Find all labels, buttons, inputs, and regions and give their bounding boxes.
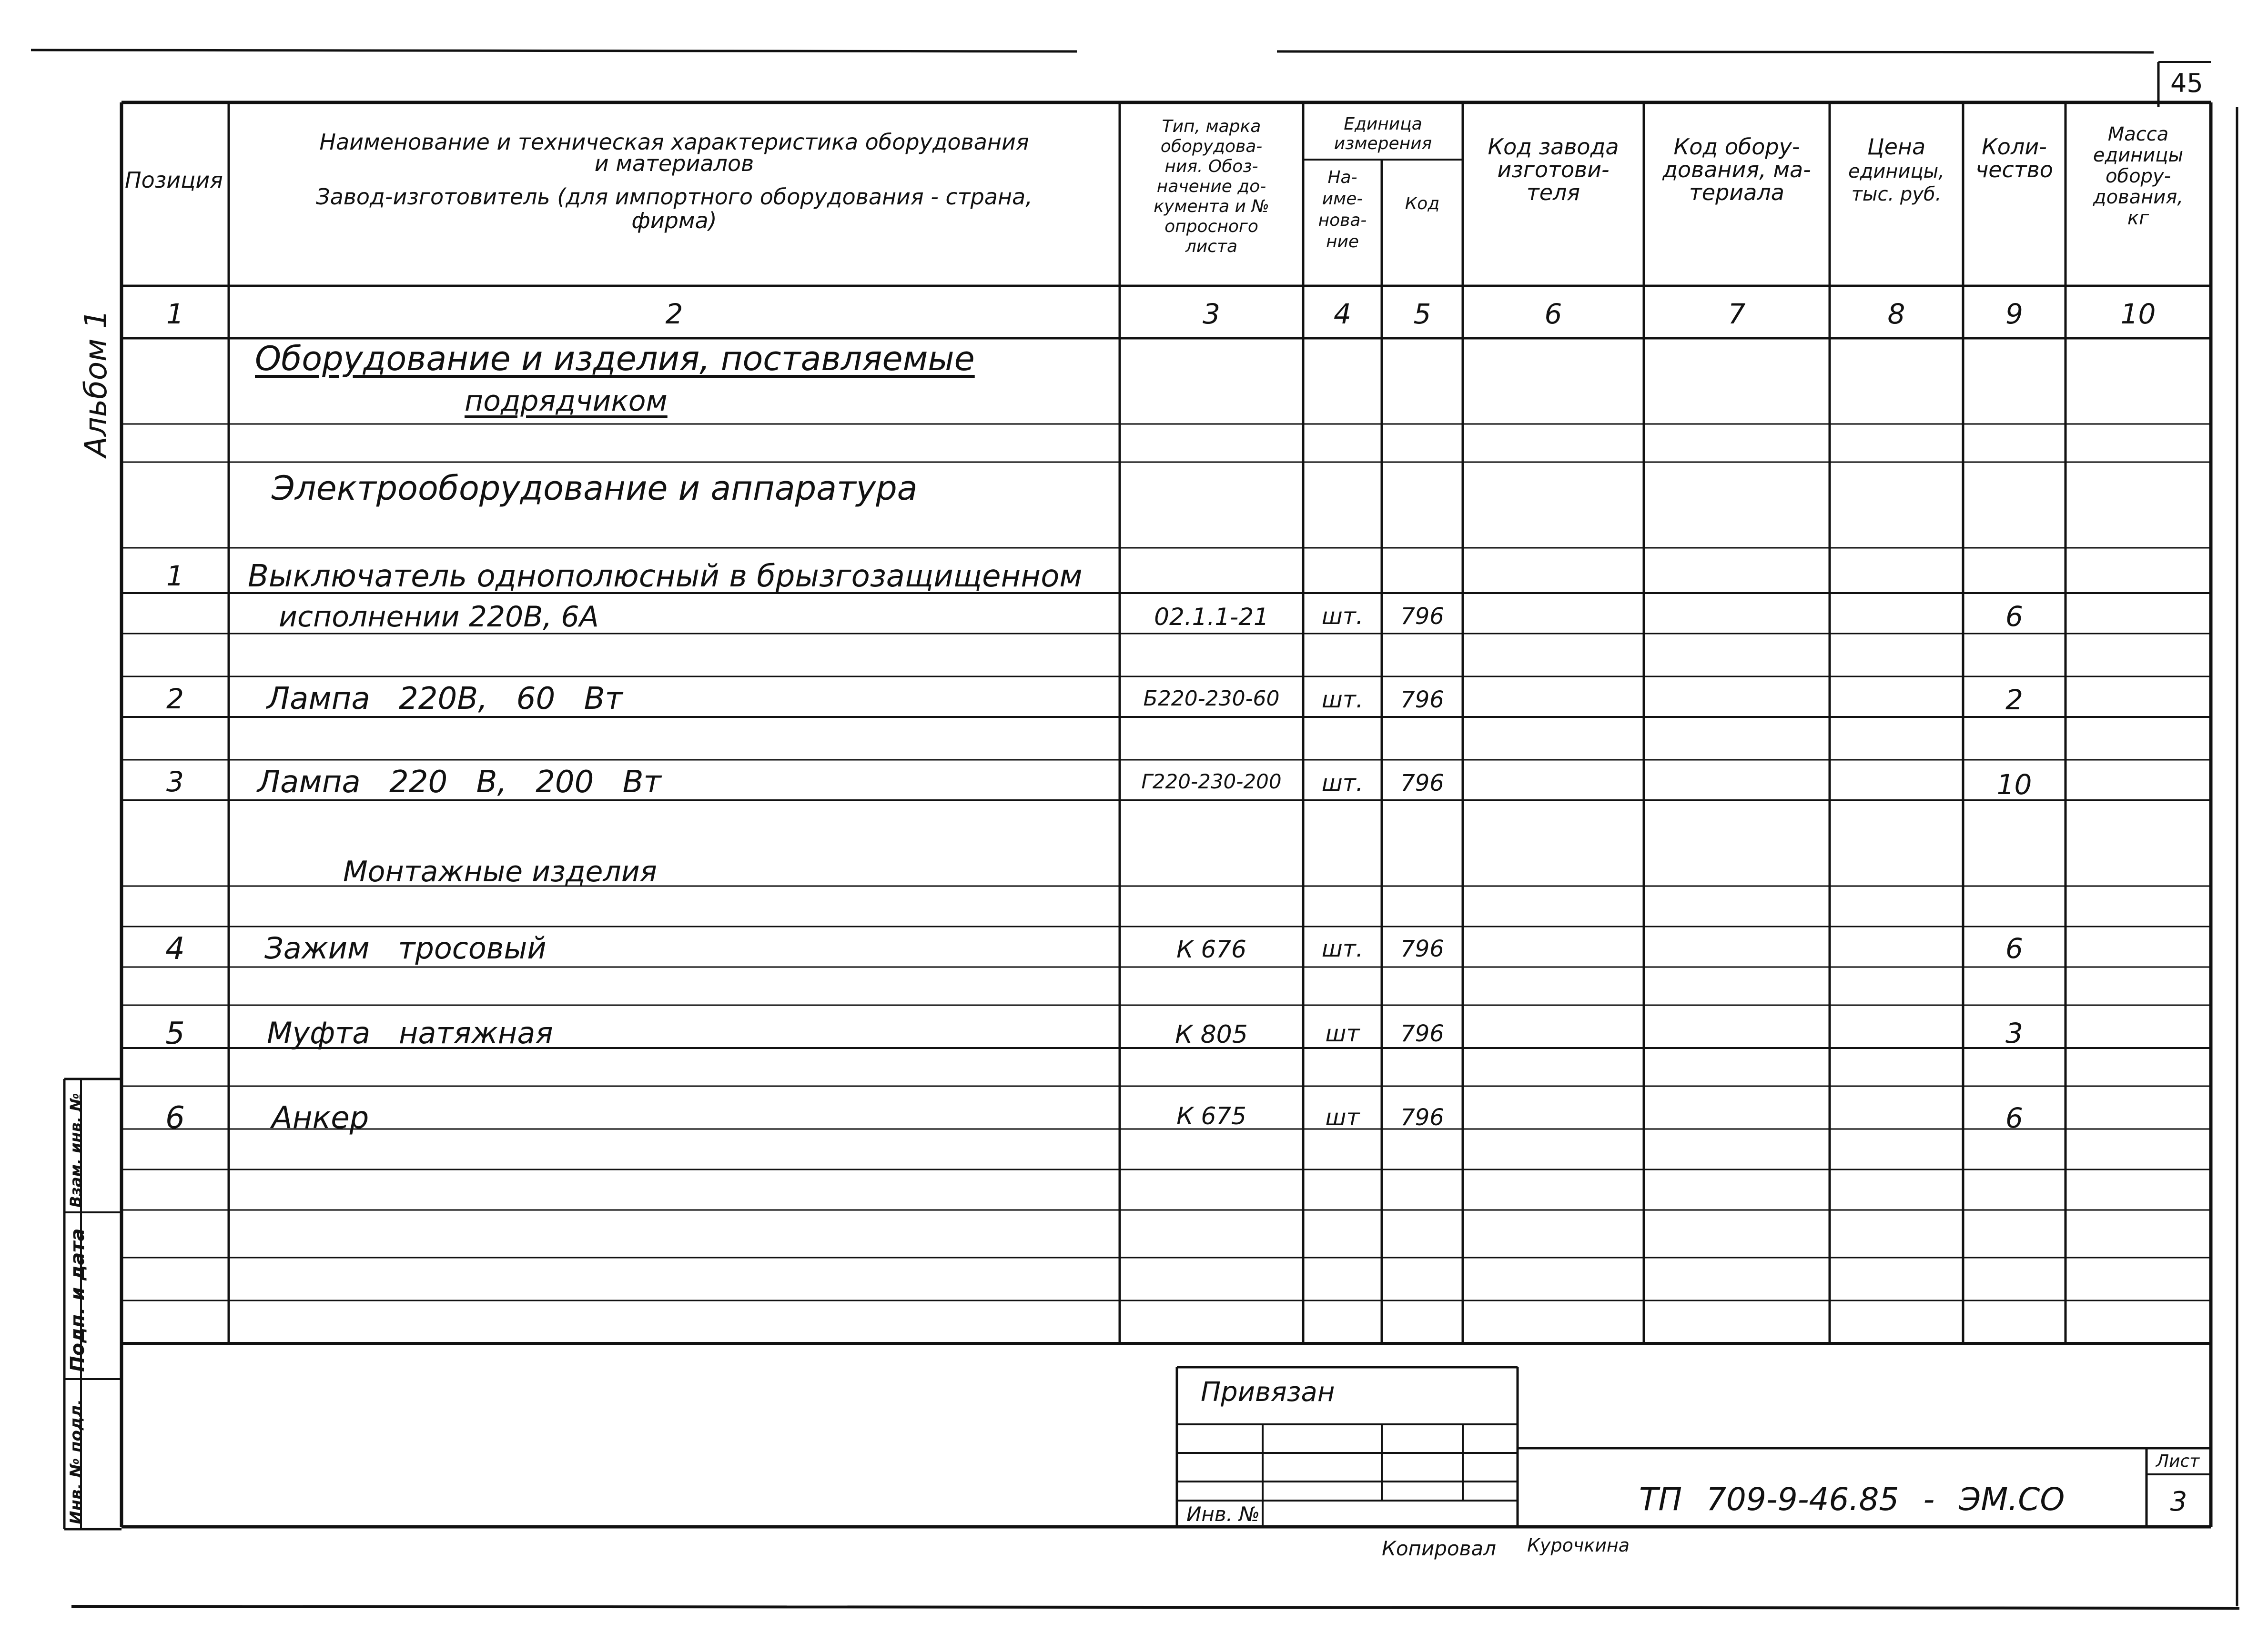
header-type-line: оборудова- xyxy=(1160,137,1263,156)
header-mass-line: кг xyxy=(2127,207,2149,229)
album-label: Альбом 1 xyxy=(79,309,114,457)
section-title: Оборудование и изделия, поставляемые xyxy=(255,339,975,378)
item-unit: шт. xyxy=(1321,686,1364,713)
item-type: Г220-230-200 xyxy=(1141,770,1282,793)
column-number: 5 xyxy=(1413,298,1431,330)
item-unit: шт xyxy=(1325,1104,1360,1131)
item-name: Зажим тросовый xyxy=(264,931,547,966)
header-name-line: фирма) xyxy=(631,208,717,233)
header-mass-line: дования, xyxy=(2093,186,2184,208)
header-unit-name-line: нова- xyxy=(1318,211,1367,230)
item-qty: 6 xyxy=(2005,600,2023,633)
header-equip-code-line: Код обору- xyxy=(1673,134,1800,160)
header-unit-name-line: ние xyxy=(1326,232,1359,252)
header-unit-group: Единица измерения xyxy=(1334,114,1432,154)
header-unit-name-line: На- xyxy=(1327,168,1357,187)
item-unit: шт. xyxy=(1321,603,1364,630)
header-unit-name-line: име- xyxy=(1322,189,1363,209)
section-title-continued: подрядчиком xyxy=(465,384,668,418)
item-qty: 10 xyxy=(1996,768,2032,801)
item-type: К 676 xyxy=(1176,936,1246,963)
side-sign-date: Подп. и дата xyxy=(67,1228,89,1372)
header-qty-line: чество xyxy=(1975,157,2053,182)
item-unit: шт. xyxy=(1321,770,1364,796)
header-position: Позиция xyxy=(125,167,223,193)
copier-name: Курочкина xyxy=(1527,1535,1630,1556)
header-maker-code-line: изготови- xyxy=(1497,157,1610,182)
item-code: 796 xyxy=(1400,936,1444,962)
column-number: 9 xyxy=(2005,298,2023,330)
header-price-line: тыс. руб. xyxy=(1851,183,1942,205)
column-number: 6 xyxy=(1544,298,1562,330)
document-code: ТП 709-9-46.85 - ЭМ.СО xyxy=(1639,1481,2065,1518)
header-qty-line: Коли- xyxy=(1982,134,2047,160)
column-number: 7 xyxy=(1728,298,1746,330)
header-maker-code-line: теля xyxy=(1526,180,1580,205)
header-name-line: и материалов xyxy=(594,151,754,176)
header-unit-code: Код xyxy=(1405,194,1440,213)
item-code: 796 xyxy=(1400,770,1444,796)
item-name-continued: исполнении 220В, 6А xyxy=(279,600,599,634)
section-electrical: Электрооборудование и аппаратура xyxy=(272,469,918,508)
item-position: 5 xyxy=(165,1016,185,1051)
stamp-bound: Привязан xyxy=(1201,1377,1335,1408)
copied-label: Копировал xyxy=(1382,1537,1496,1560)
section-mounting: Монтажные изделия xyxy=(343,855,657,888)
header-mass-line: единицы xyxy=(2093,144,2184,166)
header-mass-line: обору- xyxy=(2105,165,2171,187)
item-type: К 675 xyxy=(1176,1102,1246,1130)
header-type-line: кумента и № xyxy=(1154,197,1269,216)
item-position: 6 xyxy=(165,1100,185,1136)
stamp-inv: Инв. № xyxy=(1186,1502,1260,1526)
header-type-line: начение до- xyxy=(1156,177,1266,196)
item-position: 1 xyxy=(166,560,184,592)
item-code: 796 xyxy=(1400,1104,1444,1131)
column-number: 3 xyxy=(1203,298,1220,330)
page-number: 45 xyxy=(2170,68,2203,98)
item-type: 02.1.1-21 xyxy=(1154,603,1269,631)
item-unit: шт xyxy=(1325,1020,1360,1047)
header-price-line: единицы, xyxy=(1848,161,1944,182)
item-qty: 6 xyxy=(2005,932,2023,965)
header-equip-code-line: териала xyxy=(1689,180,1784,205)
item-name: Лампа 220В, 60 Вт xyxy=(267,681,623,716)
item-qty: 6 xyxy=(2005,1102,2023,1134)
header-maker-code-line: Код завода xyxy=(1488,134,1619,160)
item-name: Выключатель однополюсный в брызгозащищенном xyxy=(248,559,1083,594)
item-type: К 805 xyxy=(1175,1020,1248,1049)
item-code: 796 xyxy=(1400,1020,1444,1047)
item-name: Лампа 220 В, 200 Вт xyxy=(257,765,661,800)
header-type-line: листа xyxy=(1185,237,1238,256)
side-replace-inv: Взам. инв. № xyxy=(67,1093,85,1208)
header-name-line: Завод-изготовитель (для импортного оборудования - страна, xyxy=(316,184,1033,210)
column-number: 10 xyxy=(2120,298,2156,330)
header-equip-code-line: дования, ма- xyxy=(1662,157,1811,182)
header-mass-line: Масса xyxy=(2107,123,2169,145)
header-type-line: опросного xyxy=(1164,217,1258,236)
item-name: Анкер xyxy=(272,1100,369,1136)
column-number: 2 xyxy=(665,298,683,330)
item-unit: шт. xyxy=(1321,936,1364,962)
item-position: 2 xyxy=(166,683,184,715)
item-qty: 2 xyxy=(2005,684,2023,716)
header-type-line: Тип, марка xyxy=(1162,117,1261,136)
column-number: 1 xyxy=(166,298,184,330)
item-qty: 3 xyxy=(2005,1017,2023,1049)
header-name-line: Наименование и техническая характеристика оборудования xyxy=(319,129,1029,155)
item-name: Муфта натяжная xyxy=(267,1016,553,1050)
header-price-line: Цена xyxy=(1867,134,1926,160)
column-number: 4 xyxy=(1334,298,1351,330)
item-type: Б220-230-60 xyxy=(1143,686,1280,711)
sheet-label: Лист xyxy=(2156,1451,2200,1471)
column-number: 8 xyxy=(1887,298,1905,330)
sheet-number: 3 xyxy=(2170,1486,2187,1517)
header-type-line: ния. Обоз- xyxy=(1164,157,1258,176)
side-inv-orig: Инв. № подл. xyxy=(67,1399,86,1524)
item-code: 796 xyxy=(1400,603,1444,630)
item-position: 3 xyxy=(166,766,184,798)
item-code: 796 xyxy=(1400,686,1444,713)
item-position: 4 xyxy=(165,931,185,967)
